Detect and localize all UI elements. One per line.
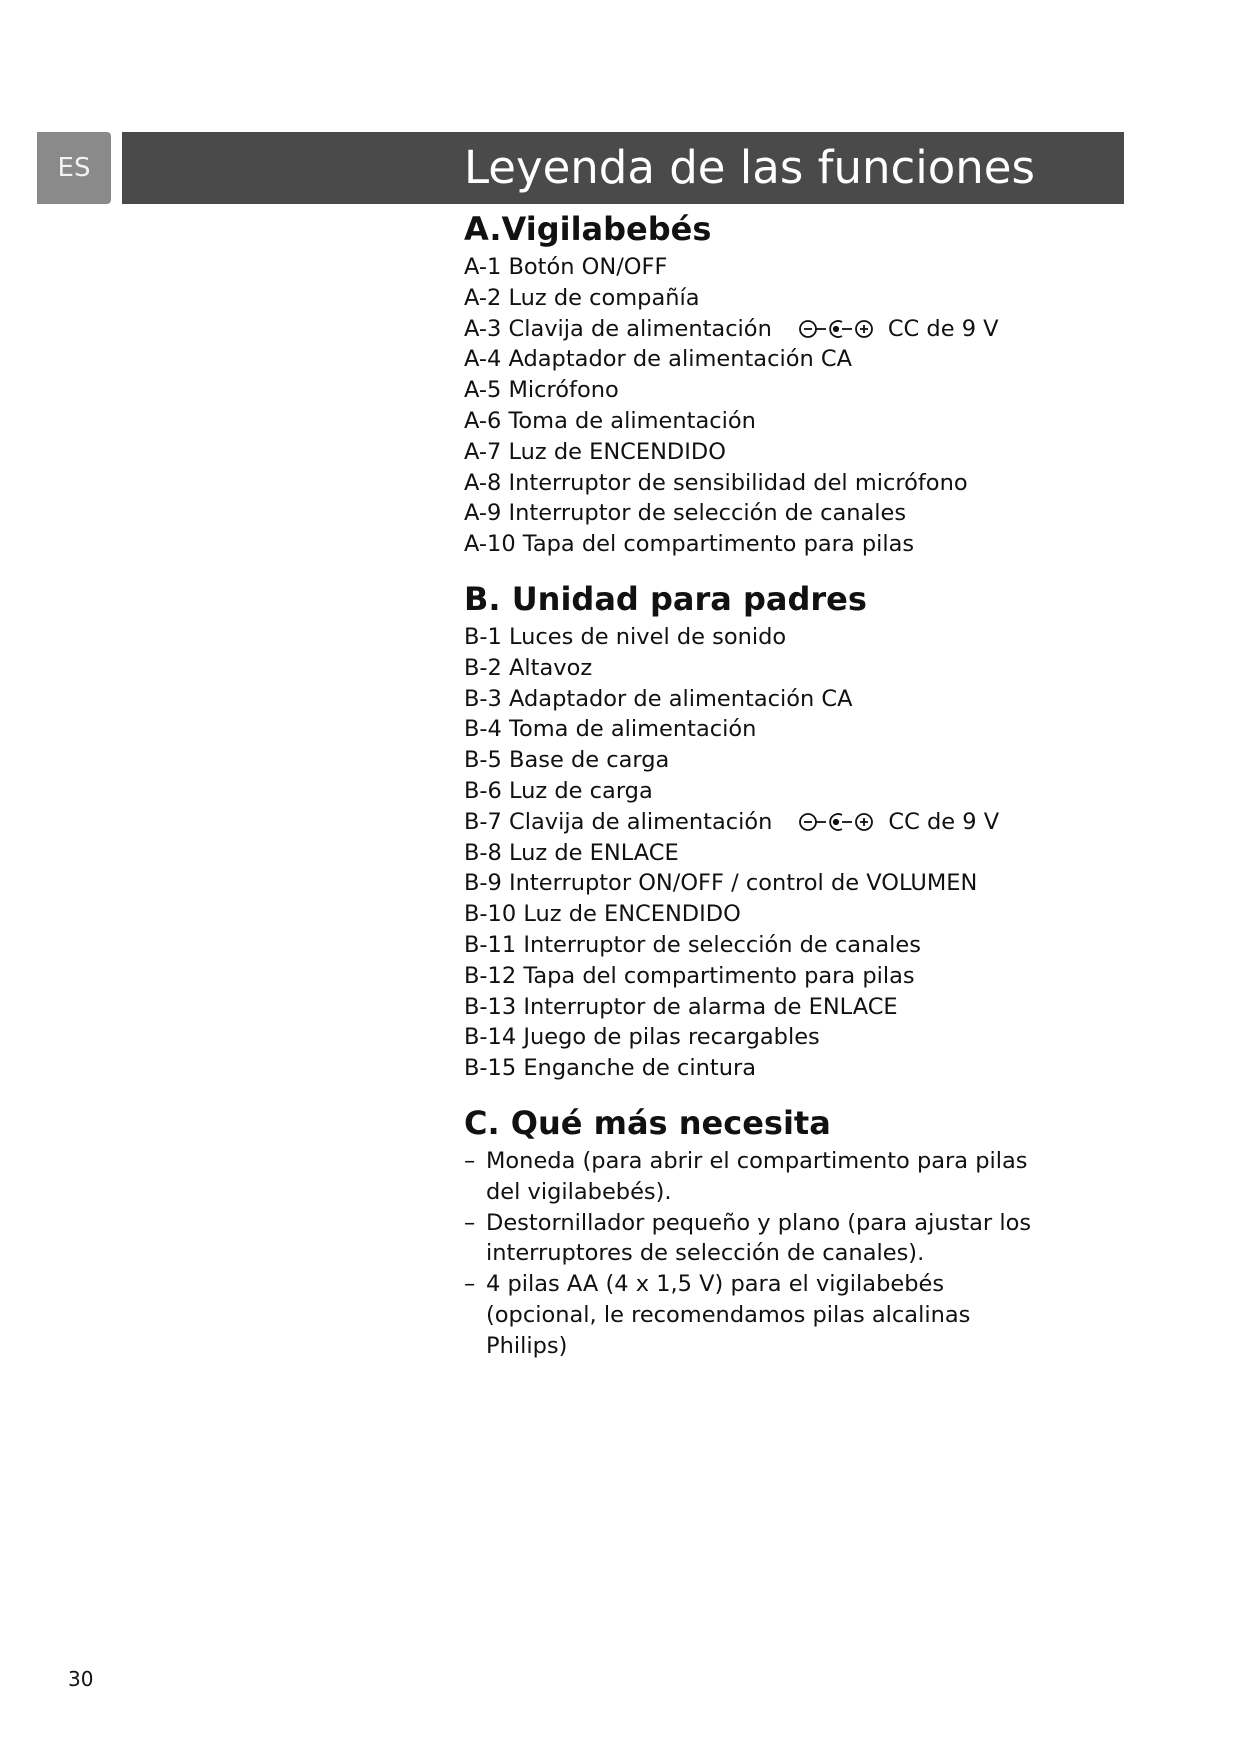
title-bar: [122, 132, 1124, 204]
section-a-list: [464, 252, 1104, 560]
list-item: [464, 714, 1104, 745]
item-label: A-10 Tapa del compartimento para pilas: [464, 531, 915, 558]
list-item: [464, 930, 1104, 961]
page-number: 30: [68, 1667, 94, 1691]
list-item: [464, 838, 1104, 869]
section-b-list: [464, 622, 1104, 1084]
item-label: A-1 Botón ON/OFF: [464, 254, 668, 280]
list-item: [464, 437, 1104, 468]
item-label: B-8 Luz de ENLACE: [464, 839, 679, 866]
polarity-icon: [798, 811, 878, 833]
list-item: [464, 684, 1104, 715]
item-label: B-9 Interruptor ON/OFF / control de VOLUMEN: [464, 870, 978, 897]
list-item: [464, 653, 1104, 684]
list-item: [464, 776, 1104, 807]
polarity-icon: [798, 318, 878, 340]
item-label: B-15 Enganche de cintura: [464, 1055, 757, 1082]
item-label: B-5 Base de carga: [464, 747, 670, 774]
item-label: A-9 Interruptor de selección de canales: [464, 500, 907, 527]
list-item: [464, 252, 1104, 283]
item-label: B-1 Luces de nivel de sonido: [464, 623, 787, 650]
item-label: A-6 Toma de alimentación: [464, 407, 756, 434]
page-title: Leyenda de las funciones: [464, 141, 1035, 194]
item-label: B-12 Tapa del compartimento para pilas: [464, 962, 915, 989]
list-item: [464, 899, 1104, 930]
item-label: A-7 Luz de ENCENDIDO: [464, 438, 726, 465]
power-spec: [798, 807, 999, 838]
item-label: 4 pilas AA (4 x 1,5 V) para el vigilabebés (opcional, le recomendamos pilas alcalinas Philips): [486, 1271, 971, 1359]
item-label: A-2 Luz de compañía: [464, 284, 700, 311]
item-label: B-7 Clavija de alimentación: [464, 808, 773, 835]
section-a: [464, 208, 1104, 560]
item-label: Moneda (para abrir el compartimento para pilas del vigilabebés).: [486, 1147, 1028, 1205]
list-item: [464, 868, 1104, 899]
item-label: Destornillador pequeño y plano (para ajustar los interruptores de selección de canales).: [486, 1209, 1032, 1267]
list-item: [464, 468, 1104, 499]
item-label: B-4 Toma de alimentación: [464, 716, 757, 743]
list-item: [464, 283, 1104, 314]
list-item: [464, 622, 1104, 653]
list-item: [464, 1269, 1046, 1361]
list-item: [464, 1208, 1046, 1270]
section-a-heading: A.Vigilabebés: [464, 210, 712, 248]
list-item: [464, 375, 1104, 406]
section-c: [464, 1102, 1104, 1362]
list-item: [464, 961, 1104, 992]
section-c-heading: C. Qué más necesita: [464, 1103, 831, 1142]
list-item: [464, 344, 1104, 375]
item-label: B-11 Interruptor de selección de canales: [464, 931, 921, 958]
section-b: [464, 578, 1104, 1084]
power-spec-label: CC de 9 V: [888, 808, 1000, 835]
dash-bullet: –: [464, 1147, 476, 1174]
item-label: B-14 Juego de pilas recargables: [464, 1024, 820, 1051]
list-item: [464, 406, 1104, 437]
language-tab-label: ES: [57, 153, 91, 183]
item-label: A-5 Micrófono: [464, 377, 619, 404]
list-item: [464, 807, 1104, 838]
item-label: A-3 Clavija de alimentación: [464, 315, 772, 342]
power-spec-label: CC de 9 V: [887, 315, 999, 342]
list-item: [464, 1146, 1046, 1208]
item-label: B-3 Adaptador de alimentación CA: [464, 685, 853, 712]
section-b-heading: B. Unidad para padres: [464, 579, 867, 618]
item-label: B-13 Interruptor de alarma de ENLACE: [464, 993, 898, 1020]
power-spec: [798, 314, 999, 345]
list-item: [464, 498, 1104, 529]
list-item: [464, 529, 1104, 560]
list-item: [464, 745, 1104, 776]
dash-bullet: –: [464, 1209, 476, 1236]
dash-bullet: –: [464, 1271, 476, 1298]
item-label: B-6 Luz de carga: [464, 777, 653, 804]
item-label: A-8 Interruptor de sensibilidad del micrófono: [464, 469, 968, 496]
section-c-list: [464, 1146, 1104, 1362]
item-label: B-10 Luz de ENCENDIDO: [464, 901, 741, 928]
list-item: [464, 314, 1104, 345]
list-item: [464, 1022, 1104, 1053]
content: [464, 208, 1104, 1380]
language-tab: [37, 132, 111, 204]
item-label: A-4 Adaptador de alimentación CA: [464, 346, 852, 373]
item-label: B-2 Altavoz: [464, 654, 593, 681]
list-item: [464, 992, 1104, 1023]
list-item: [464, 1053, 1104, 1084]
